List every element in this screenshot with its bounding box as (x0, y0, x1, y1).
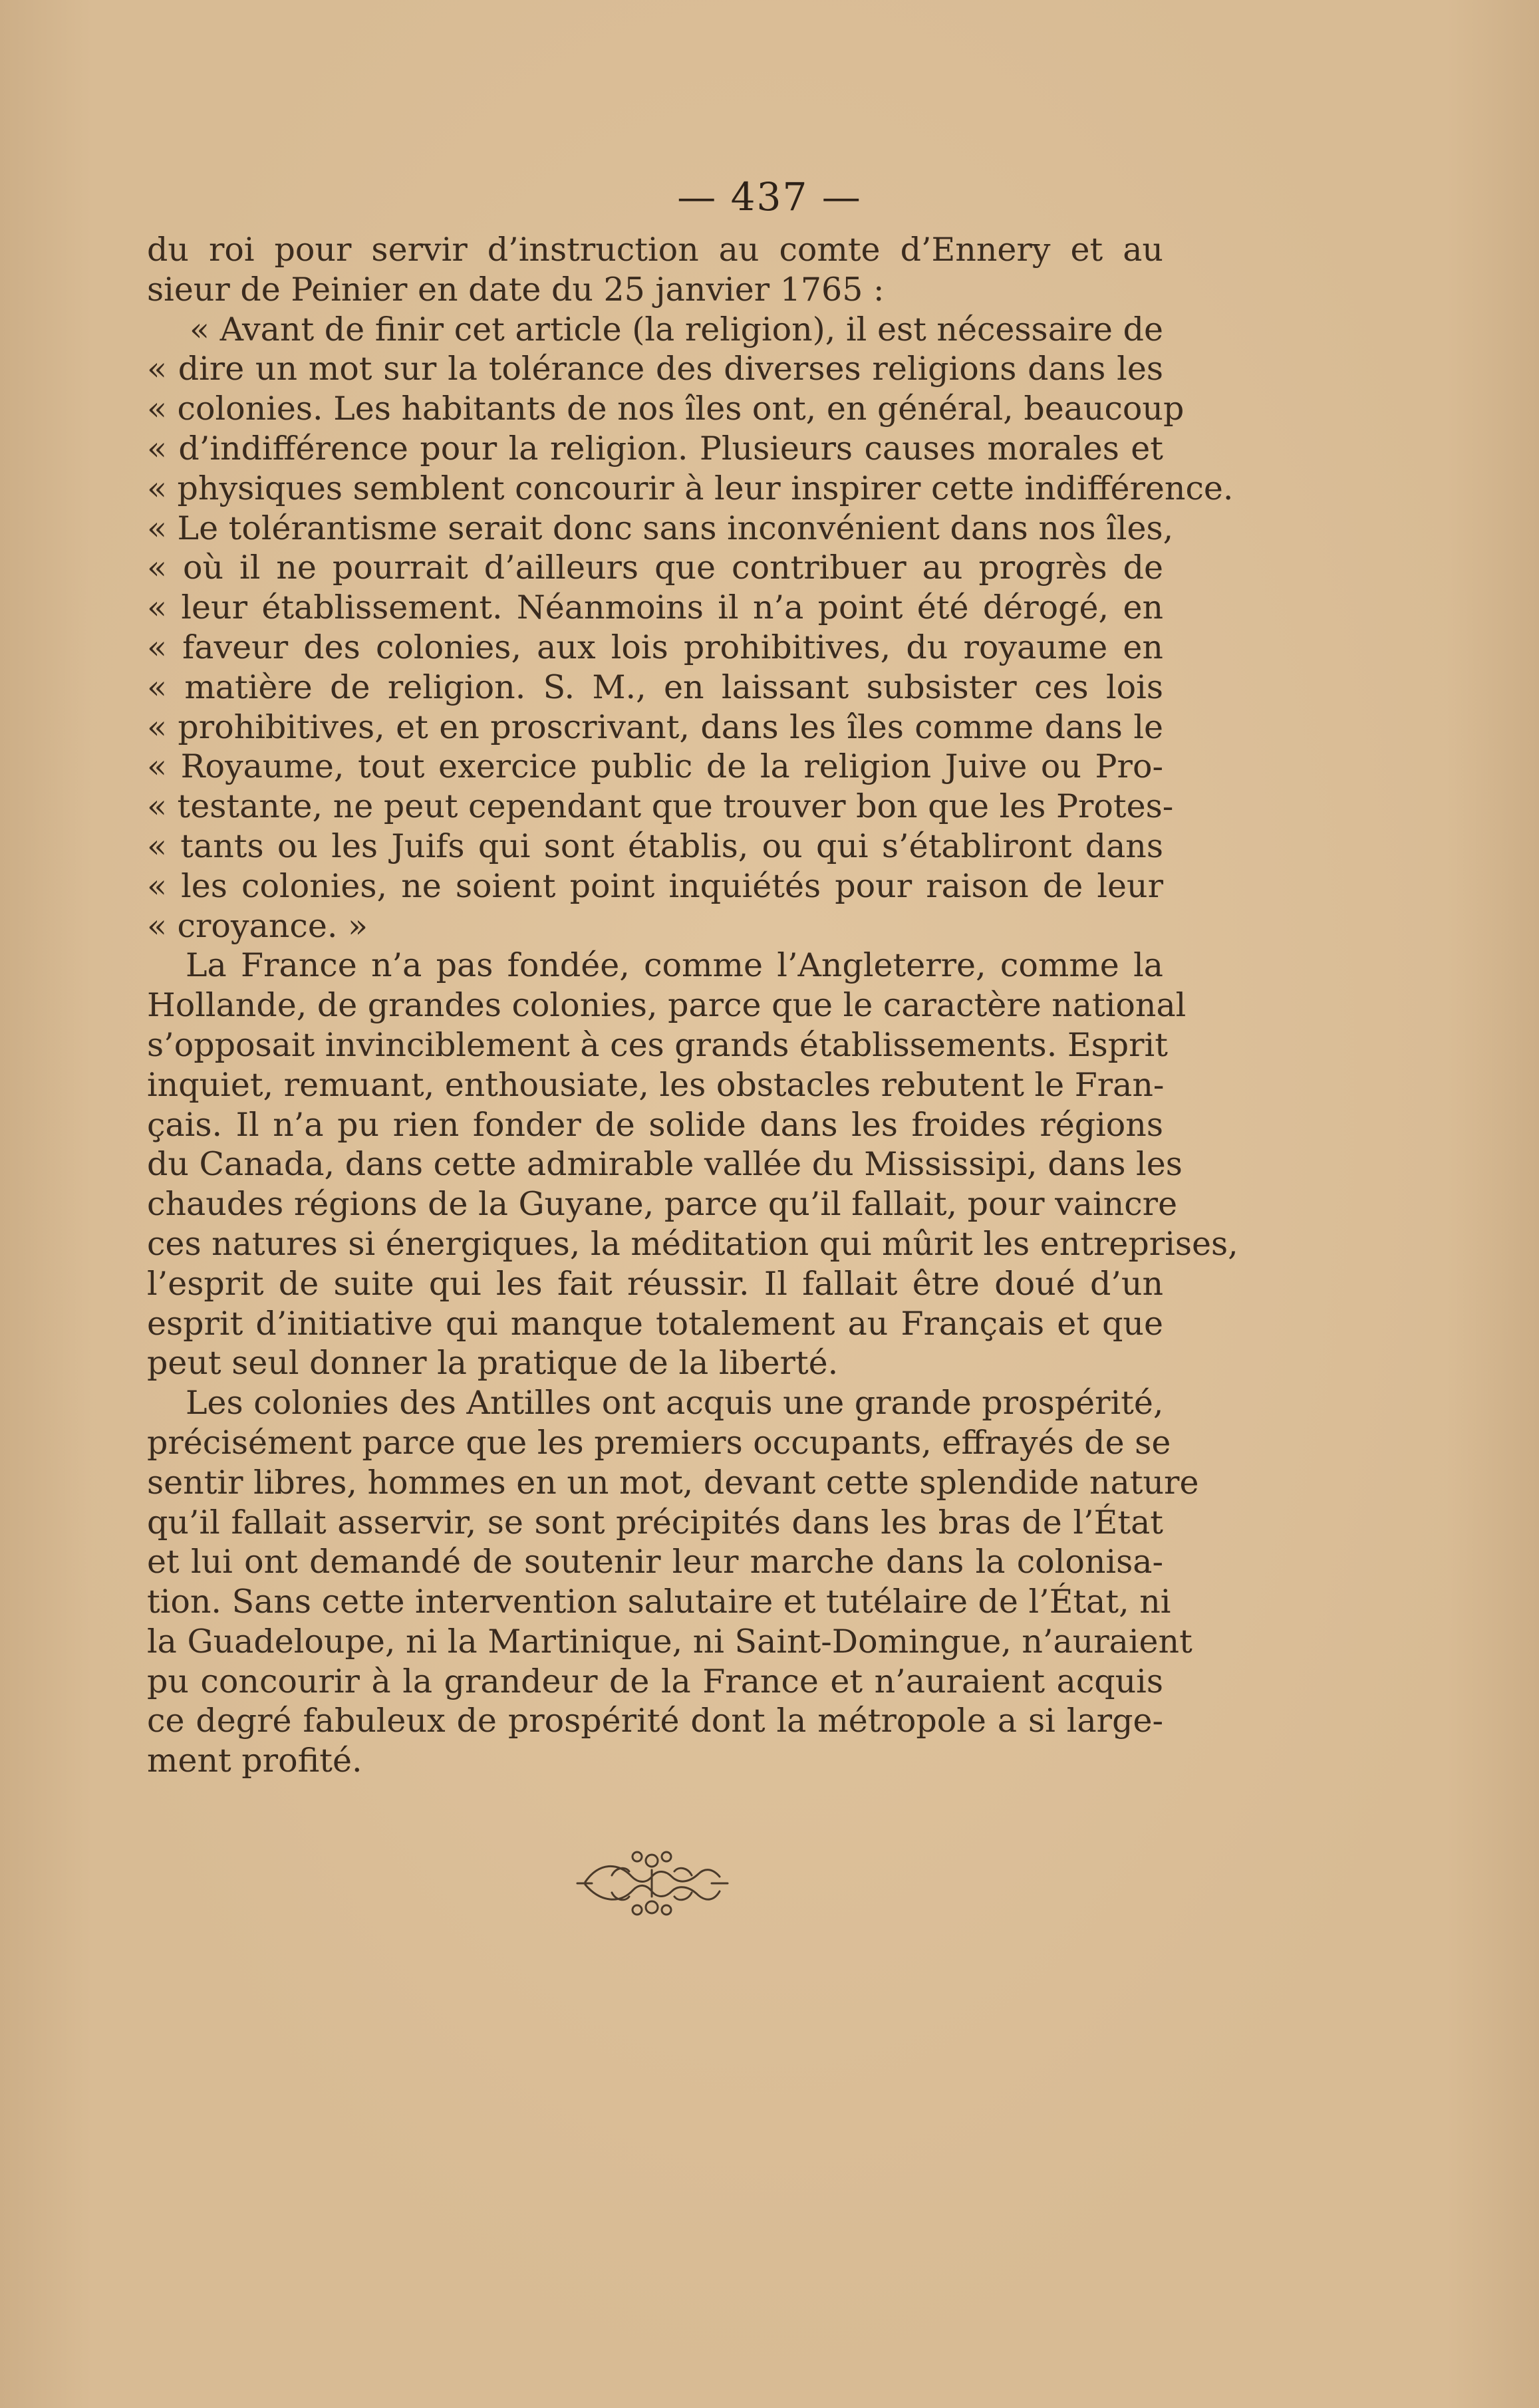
text-line: tion. Sans cette intervention salutaire et tutélaire de l’État, ni (147, 1583, 1171, 1621)
text-line: du roi pour servir d’instruction au comte d’Ennery et au (147, 231, 1163, 269)
fleuron-ornament-icon (572, 1835, 732, 1929)
text-line: esprit d’initiative qui manque totalement au Français et que (147, 1304, 1163, 1343)
text-line: La France n’a pas fondée, comme l’Angleterre, comme la (186, 946, 1163, 985)
text-line: çais. Il n’a pu rien fonder de solide dans les froides régions (147, 1105, 1163, 1144)
text-line: « faveur des colonies, aux lois prohibitives, du royaume en (147, 628, 1163, 666)
text-line: ce degré fabuleux de prospérité dont la métropole a si large- (147, 1702, 1163, 1740)
text-line: « Avant de finir cet article (la religion), il est nécessaire de (190, 310, 1163, 348)
text-line: « colonies. Les habitants de nos îles ont, en général, beaucoup (147, 390, 1185, 428)
text-line: inquiet, remuant, enthousiate, les obstacles rebutent le Fran- (147, 1065, 1165, 1104)
text-line: « dire un mot sur la tolérance des diverses religions dans les (147, 350, 1163, 388)
text-line: précisément parce que les premiers occupants, effrayés de se (147, 1423, 1171, 1462)
text-line: du Canada, dans cette admirable vallée du Mississipi, dans les (147, 1145, 1183, 1184)
text-line: « où il ne pourrait d’ailleurs que contribuer au progrès de (147, 549, 1163, 587)
text-line: « matière de religion. S. M., en laissant subsister ces lois (147, 668, 1163, 706)
text-line: s’opposait invinciblement à ces grands établissements. Esprit (147, 1025, 1168, 1064)
text-line: la Guadeloupe, ni la Martinique, ni Saint-Domingue, n’auraient (147, 1622, 1192, 1661)
text-line: qu’il fallait asservir, se sont précipités dans les bras de l’État (147, 1503, 1163, 1541)
text-line: « croyance. » (147, 906, 368, 945)
page-number: — 437 — (677, 174, 862, 219)
text-line: ment profité. (147, 1742, 362, 1780)
text-line: « tants ou les Juifs qui sont établis, ou qui s’établiront dans (147, 827, 1163, 865)
text-line: « testante, ne peut cependant que trouver bon que les Protes- (147, 787, 1174, 826)
text-line: « prohibitives, et en proscrivant, dans les îles comme dans le (147, 708, 1163, 746)
body-text (147, 230, 1238, 1781)
text-line: « Royaume, tout exercice public de la religion Juive ou Pro- (147, 747, 1163, 786)
text-line: « leur établissement. Néanmoins il n’a point été dérogé, en (147, 589, 1163, 627)
text-line: pu concourir à la grandeur de la France et n’auraient acquis (147, 1662, 1163, 1700)
text-line: « les colonies, ne soient point inquiétés pour raison de leur (147, 867, 1163, 905)
text-line: Hollande, de grandes colonies, parce que le caractère national (147, 986, 1187, 1025)
text-line: « Le tolérantisme serait donc sans inconvénient dans nos îles, (147, 509, 1174, 547)
text-line: ces natures si énergiques, la méditation qui mûrit les entreprises, (147, 1224, 1238, 1263)
text-line: peut seul donner la pratique de la liberté. (147, 1344, 839, 1383)
text-line: « physiques semblent concourir à leur inspirer cette indifférence. (147, 469, 1234, 507)
text-line: sieur de Peinier en date du 25 janvier 1765 : (147, 270, 885, 309)
text-line: et lui ont demandé de soutenir leur marche dans la colonisa- (147, 1543, 1163, 1581)
text-line: Les colonies des Antilles ont acquis une grande prospérité, (186, 1384, 1164, 1422)
text-line: sentir libres, hommes en un mot, devant cette splendide nature (147, 1463, 1199, 1502)
text-line: « d’indifférence pour la religion. Plusieurs causes morales et (147, 429, 1163, 468)
text-line: chaudes régions de la Guyane, parce qu’il fallait, pour vaincre (147, 1185, 1178, 1224)
text-line: l’esprit de suite qui les fait réussir. Il fallait être doué d’un (147, 1264, 1163, 1303)
